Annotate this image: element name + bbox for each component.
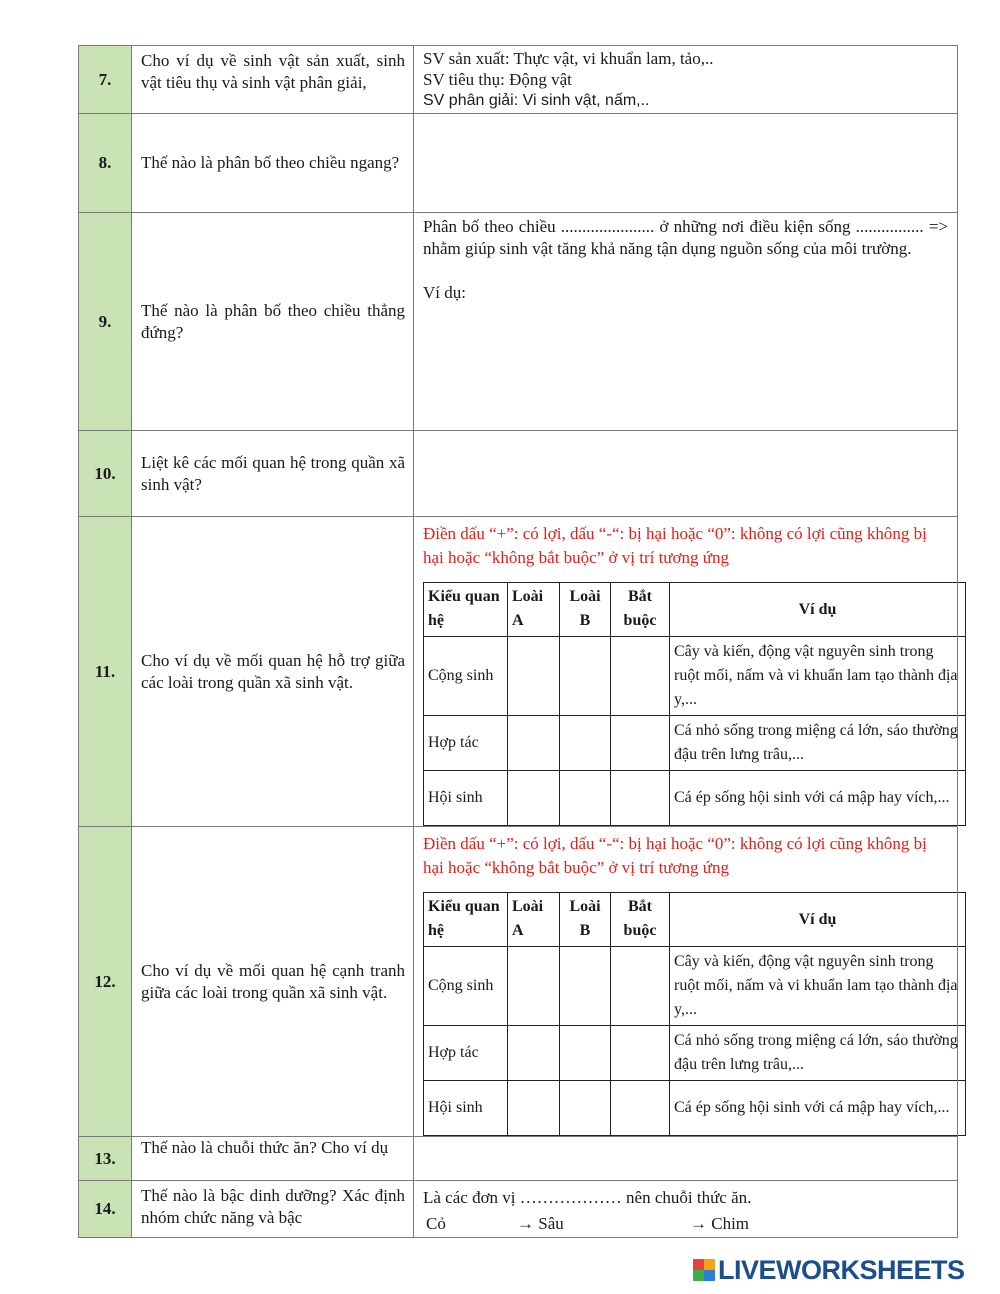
relationship-type: Hội sinh [424,1081,508,1136]
answer-cell[interactable] [414,114,958,213]
obligatory-input[interactable] [611,1081,670,1136]
row-9 [79,213,958,431]
row-number: 14. [79,1181,132,1238]
obligatory-input[interactable] [611,947,670,1026]
example-text: Cây và kiến, động vật nguyên sinh trong ruột mối, nấm và vi khuẩn lam tạo thành địa y,... [670,947,966,1026]
row-number: 8. [79,114,132,213]
answer-cell [414,517,958,827]
row-13 [79,1137,958,1181]
header-cell: Kiểu quan hệ [424,583,508,637]
header-cell: Loài B [560,893,611,947]
logo-square [704,1259,715,1270]
header-cell: Ví dụ [670,893,966,947]
obligatory-input[interactable] [611,1026,670,1081]
question-text: Liệt kê các mối quan hệ trong quần xã sinh vật? [132,431,414,517]
answer-line: SV sản xuất: Thực vật, vi khuẩn lam, tảo,.. [423,49,714,68]
species-b-input[interactable] [560,947,611,1026]
row-number: 9. [79,213,132,431]
answer-cell[interactable] [414,1181,958,1238]
instruction-text: Điền dấu “+”: có lợi, dấu “-“: bị hại hoặc “0”: không có lợi cũng không bị hại hoặc “không bắt buộc” ở vị trí tương ứng [423,524,927,567]
species-b-input[interactable] [560,637,611,716]
answer-cell[interactable] [414,1137,958,1181]
row-14 [79,1181,958,1238]
chain-item: → Sâu [517,1214,564,1233]
chain-item: → Chim [690,1214,750,1233]
chain-item: Cỏ [426,1214,446,1233]
species-a-input[interactable] [508,771,560,826]
row-number: 11. [79,517,132,827]
species-a-input[interactable] [508,1026,560,1081]
answer-cell [414,827,958,1137]
row-8 [79,114,958,213]
obligatory-input[interactable] [611,771,670,826]
answer-line: SV phân giải: Vi sinh vật, nấm,.. [423,92,650,109]
question-text [132,1181,414,1238]
example-text: Cá ép sống hội sinh với cá mập hay vích,... [670,1081,966,1136]
header-cell: Bắt buộc [611,893,670,947]
header-cell: Bắt buộc [611,583,670,637]
question-text: Thế nào là chuỗi thức ăn? Cho ví dụ [132,1137,414,1181]
table-row [424,1081,966,1136]
row-number: 13. [79,1137,132,1181]
food-chain [423,1211,948,1237]
example-text: Cá nhỏ sống trong miệng cá lớn, sáo thường đậu trên lưng trâu,... [670,1026,966,1081]
instruction-text: Điền dấu “+”: có lợi, dấu “-“: bị hại hoặc “0”: không có lợi cũng không bị hại hoặc “không bắt buộc” ở vị trí tương ứng [423,834,927,877]
relationship-type: Cộng sinh [424,637,508,716]
table-row [424,947,966,1026]
row-11 [79,517,958,827]
obligatory-input[interactable] [611,637,670,716]
relationship-table [423,892,966,1136]
header-cell: Loài B [560,583,611,637]
question-text: Cho ví dụ về mối quan hệ cạnh tranh giữa các loài trong quần xã sinh vật. [132,827,414,1137]
row-number: 10. [79,431,132,517]
table-row [424,637,966,716]
table-row [424,1026,966,1081]
species-a-input[interactable] [508,947,560,1026]
question-text-clip: Thế nào là bậc dinh dưỡng? Xác định nhóm chức năng và bậc [141,1186,405,1227]
header-cell: Loài A [508,893,560,947]
question-text: Thế nào là phân bố theo chiều thẳng đứng? [132,213,414,431]
example-text: Cá nhỏ sống trong miệng cá lớn, sáo thường đậu trên lưng trâu,... [670,716,966,771]
answer-line: Là các đơn vị ……………… nên chuỗi thức ăn. [423,1188,752,1207]
header-cell: Loài A [508,583,560,637]
logo-text: LIVEWORKSHEETS [718,1254,965,1285]
species-a-input[interactable] [508,637,560,716]
row-10 [79,431,958,517]
liveworksheets-logo [693,1256,965,1284]
answer-paragraph: Phân bố theo chiều ...................... ở những nơi điều kiện sống ................ => nhằm giúp sinh vật tăng khả năng tận dụng nguồn sống của môi trường. [423,217,948,258]
relationship-table-header [424,583,966,637]
answer-line: SV tiêu thụ: Động vật [423,70,572,89]
obligatory-input[interactable] [611,716,670,771]
answer-cell[interactable] [414,431,958,517]
header-cell: Kiểu quan hệ [424,893,508,947]
species-b-input[interactable] [560,716,611,771]
question-text: Cho ví dụ về mối quan hệ hỗ trợ giữa các loài trong quần xã sinh vật. [132,517,414,827]
table-row [424,716,966,771]
row-number: 12. [79,827,132,1137]
worksheet-table [78,45,958,1238]
relationship-table [423,582,966,826]
row-7 [79,46,958,114]
relationship-type: Hợp tác [424,716,508,771]
logo-square [693,1259,704,1270]
table-row [424,771,966,826]
header-cell: Ví dụ [670,583,966,637]
species-a-input[interactable] [508,716,560,771]
species-b-input[interactable] [560,771,611,826]
row-number: 7. [79,46,132,114]
species-b-input[interactable] [560,1081,611,1136]
row-12 [79,827,958,1137]
logo-square [693,1270,704,1281]
relationship-type: Hội sinh [424,771,508,826]
logo-icon [693,1259,715,1281]
logo-square [704,1270,715,1281]
relationship-table-header [424,893,966,947]
example-text: Cây và kiến, động vật nguyên sinh trong ruột mối, nấm và vi khuẩn lam tạo thành địa y,... [670,637,966,716]
answer-example-label: Ví dụ: [423,283,466,302]
answer-cell[interactable] [414,213,958,431]
question-text: Cho ví dụ về sinh vật sản xuất, sinh vật tiêu thụ và sinh vật phân giải, [132,46,414,114]
species-a-input[interactable] [508,1081,560,1136]
question-text: Thế nào là phân bố theo chiều ngang? [132,114,414,213]
relationship-type: Hợp tác [424,1026,508,1081]
relationship-type: Cộng sinh [424,947,508,1026]
example-text: Cá ép sống hội sinh với cá mập hay vích,... [670,771,966,826]
answer-cell[interactable] [414,46,958,114]
species-b-input[interactable] [560,1026,611,1081]
